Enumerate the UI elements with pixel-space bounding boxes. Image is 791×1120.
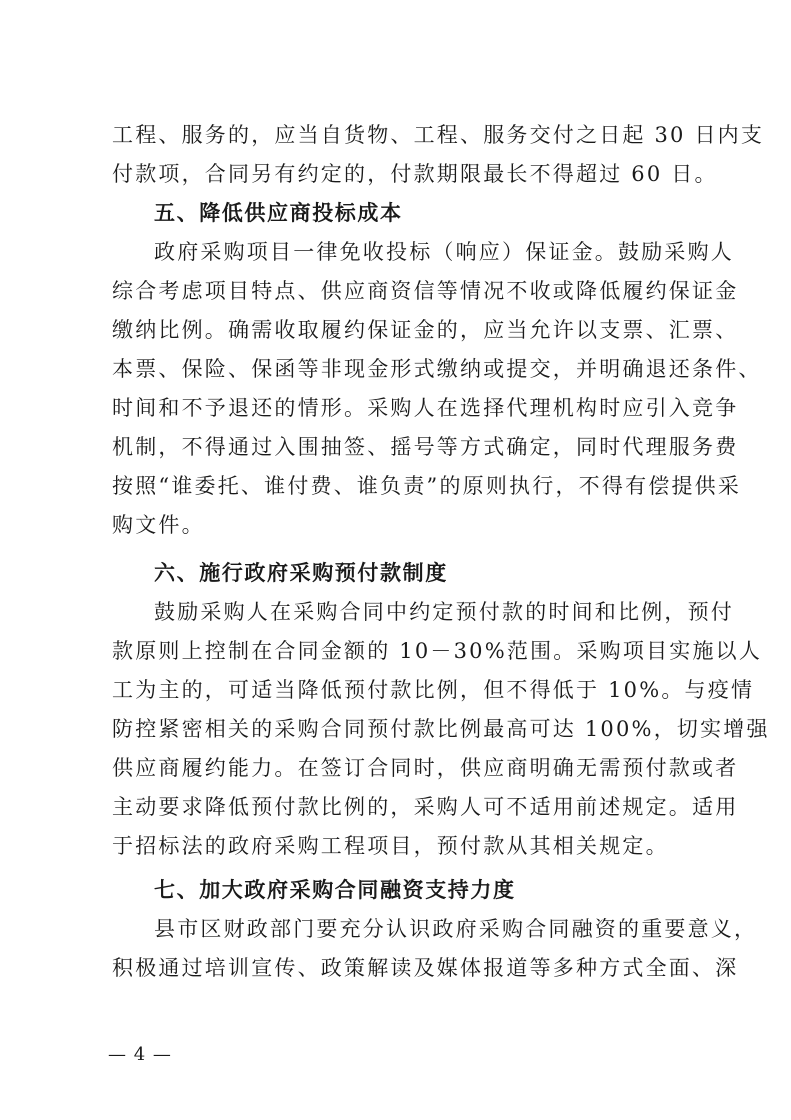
body-text-line: 于招标法的政府采购工程项目，预付款从其相关规定。: [112, 834, 669, 858]
body-text-line: 购文件。: [112, 513, 205, 537]
body-text-line: 款原则上控制在合同金额的 10－30%范围。采购项目实施以人: [112, 639, 763, 663]
section-heading-5: 五、降低供应商投标成本: [154, 201, 403, 225]
body-text-line: 主动要求降低预付款比例的，采购人可不适用前述规定。适用: [112, 795, 739, 819]
body-text-line: 缴纳比例。确需收取履约保证金的，应当允许以支票、汇票、: [112, 318, 739, 342]
body-text-line: 时间和不予退还的情形。采购人在选择代理机构时应引入竞争: [112, 396, 739, 420]
body-text-line: 机制，不得通过入围抽签、摇号等方式确定，同时代理服务费: [112, 435, 739, 459]
section-heading-7: 七、加大政府采购合同融资支持力度: [154, 878, 516, 902]
paragraph-start-line: 鼓励采购人在采购合同中约定预付款的时间和比例，预付: [154, 600, 734, 624]
body-text-line: 综合考虑项目特点、供应商资信等情况不收或降低履约保证金: [112, 279, 739, 303]
body-text-line: 付款项，合同另有约定的，付款期限最长不得超过 60 日。: [112, 162, 718, 186]
section-heading-6: 六、施行政府采购预付款制度: [154, 561, 448, 585]
paragraph-start-line: 县市区财政部门要充分认识政府采购合同融资的重要意义，: [154, 917, 758, 941]
body-text-line: 按照“谁委托、谁付费、谁负责”的原则执行，不得有偿提供采: [112, 474, 742, 498]
body-text-line: 积极通过培训宣传、政策解读及媒体报道等多种方式全面、深: [112, 956, 739, 980]
body-text-line: 工程、服务的，应当自货物、工程、服务交付之日起 30 日内支: [112, 123, 765, 147]
paragraph-start-line: 政府采购项目一律免收投标（响应）保证金。鼓励采购人: [154, 240, 734, 264]
body-text-line: 工为主的，可适当降低预付款比例，但不得低于 10%。与疫情: [112, 678, 755, 702]
body-text-line: 本票、保险、保函等非现金形式缴纳或提交，并明确退还条件、: [112, 357, 762, 381]
body-text-line: 供应商履约能力。在签订合同时，供应商明确无需预付款或者: [112, 756, 739, 780]
body-text-line: 防控紧密相关的采购合同预付款比例最高可达 100%，切实增强: [112, 717, 770, 741]
page-number: — 4 —: [108, 1044, 172, 1065]
